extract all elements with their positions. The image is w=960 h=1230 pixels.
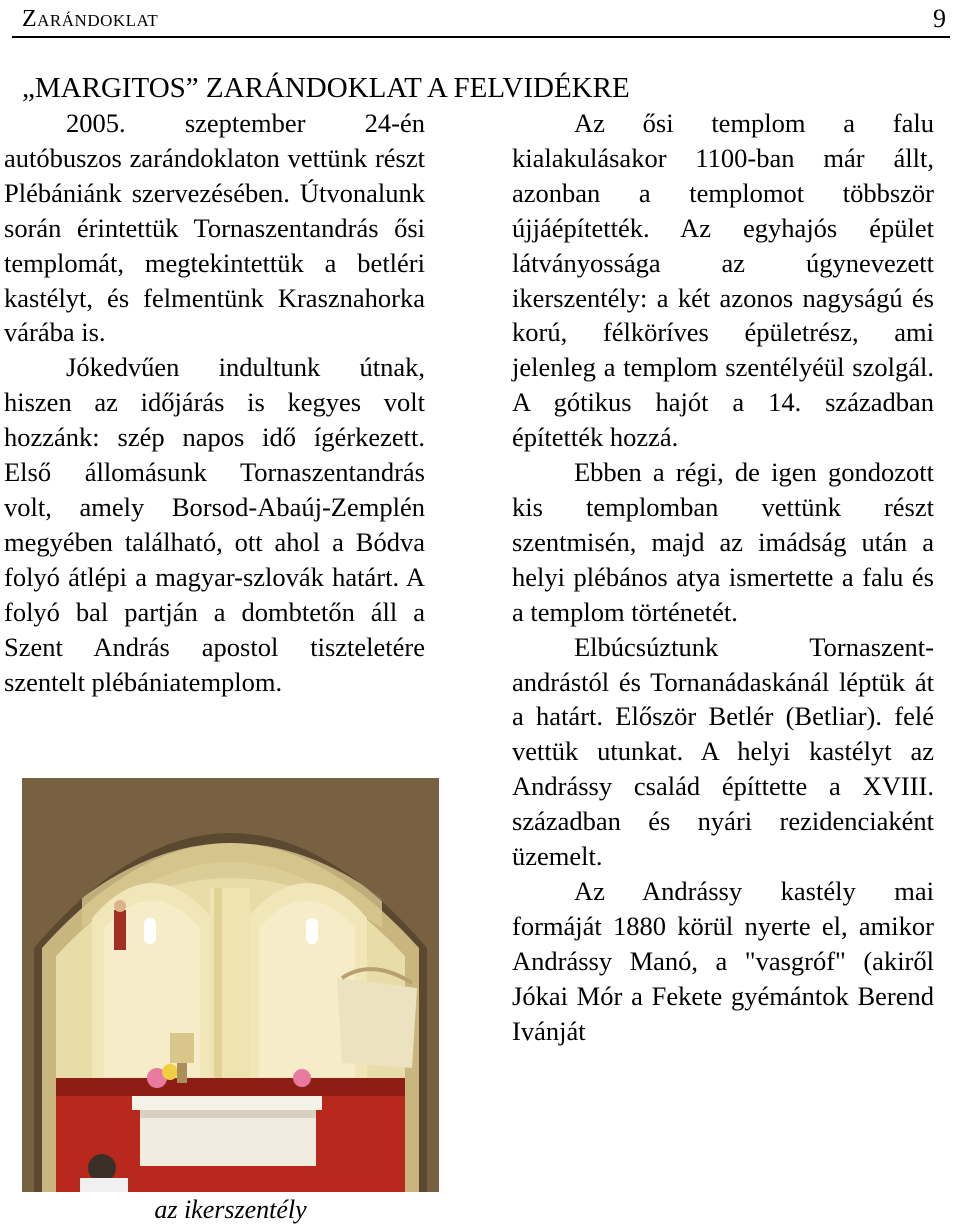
paragraph: Jókedvűen indultunk útnak, hiszen az időjárás is kegyes volt hozzánk: szép napos idő ígérkezett. Első állomásunk Tornaszentandrás volt, amely Borsod-Abaúj-Zemplén megyében található, ott ahol a Bódva folyó átlépi a magyar-szlovák határt. A folyó bal partján a dombtetőn áll a Szent András apostol tiszteletére szentelt plébániatemplom. — [4, 352, 425, 697]
left-column — [4, 106, 425, 699]
paragraph: 2005. szeptember 24-én autóbuszos zarándoklaton vettünk részt Plébániánk szervezésében. Útvonalunk során érintettük Tornaszentandrás ősi templomát, megtekintettük a betléri kastélyt, és felmentünk Krasznahorka várába is. — [4, 108, 425, 348]
church-interior-photo — [22, 778, 439, 1192]
right-column — [512, 106, 934, 1048]
church-interior-illustration — [22, 778, 439, 1192]
paragraph: Az Andrássy kastély mai formáját 1880 körül nyerte el, amikor Andrássy Manó, a "vasgróf" (akiről Jókai Mór a Fekete gyémántok Berend Ivánját — [512, 875, 934, 1046]
paragraph: Az ősi templom a falu kialakulásakor 1100-ban már állt, azonban a templomot többször újjáépítették. Az egyhajós épület látványossága az úgynevezett ikerszentély: a két azonos nagyságú és korú, félköríves épületrész, ami jelenleg a templom szentélyéül szolgál. A gótikus hajót a 14. században építették hozzá. — [512, 108, 934, 453]
photo-caption: az ikerszentély — [154, 1195, 307, 1224]
header-title: Zarándoklat — [22, 6, 159, 32]
paragraph: Elbúcsúztunk Tornaszent-andrástól és Tornanádaskánál léptük át a határt. Először Betlér (Betliar). felé vettük utunkat. A helyi kastélyt az Andrássy család építtette a XVIII. században és nyári rezidenciaként üzemelt. — [512, 631, 934, 872]
paragraph: Ebben a régi, de igen gondozott kis templomban vettünk részt szentmisén, majd az imádság után a helyi plébános atya ismertette a falu és a templom történetét. — [512, 457, 934, 627]
page-header — [12, 0, 950, 38]
article-headline: „MARGITOS” ZARÁNDOKLAT A FELVIDÉKRE — [22, 72, 630, 104]
page-number: 9 — [933, 4, 946, 33]
